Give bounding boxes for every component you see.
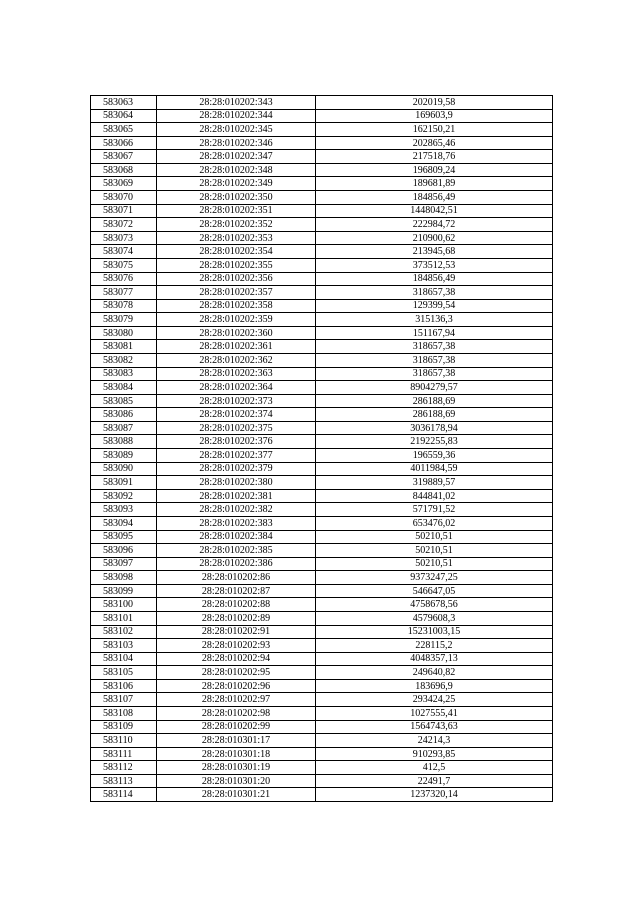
cadastral-number-cell: 28:28:010202:384 bbox=[157, 530, 316, 544]
cadastral-number-cell: 28:28:010202:88 bbox=[157, 598, 316, 612]
cadastral-value-cell: 4758678,56 bbox=[316, 598, 553, 612]
cadastral-value-cell: 3036178,94 bbox=[316, 421, 553, 435]
table-row bbox=[91, 530, 553, 544]
cadastral-number-cell: 28:28:010202:345 bbox=[157, 123, 316, 137]
cadastral-number-cell: 28:28:010202:362 bbox=[157, 353, 316, 367]
table-row bbox=[91, 313, 553, 327]
cadastral-value-cell: 412,5 bbox=[316, 761, 553, 775]
cadastral-value-cell: 4011984,59 bbox=[316, 462, 553, 476]
row-number-cell: 583080 bbox=[91, 326, 157, 340]
cadastral-number-cell: 28:28:010202:381 bbox=[157, 489, 316, 503]
row-number-cell: 583074 bbox=[91, 245, 157, 259]
table-row bbox=[91, 136, 553, 150]
table-row bbox=[91, 449, 553, 463]
cadastral-value-cell: 217518,76 bbox=[316, 150, 553, 164]
table-row bbox=[91, 367, 553, 381]
table-row bbox=[91, 435, 553, 449]
table-row bbox=[91, 625, 553, 639]
table-row bbox=[91, 326, 553, 340]
cadastral-value-cell: 228115,2 bbox=[316, 639, 553, 653]
row-number-cell: 583065 bbox=[91, 123, 157, 137]
cadastral-number-cell: 28:28:010202:380 bbox=[157, 476, 316, 490]
row-number-cell: 583079 bbox=[91, 313, 157, 327]
cadastral-number-cell: 28:28:010202:350 bbox=[157, 191, 316, 205]
cadastral-number-cell: 28:28:010202:361 bbox=[157, 340, 316, 354]
cadastral-number-cell: 28:28:010202:374 bbox=[157, 408, 316, 422]
cadastral-value-cell: 189681,89 bbox=[316, 177, 553, 191]
cadastral-value-cell: 129399,54 bbox=[316, 299, 553, 313]
row-number-cell: 583101 bbox=[91, 611, 157, 625]
cadastral-number-cell: 28:28:010202:89 bbox=[157, 611, 316, 625]
row-number-cell: 583096 bbox=[91, 544, 157, 558]
table-row bbox=[91, 150, 553, 164]
cadastral-value-cell: 4579608,3 bbox=[316, 611, 553, 625]
cadastral-value-cell: 318657,38 bbox=[316, 286, 553, 300]
table-row bbox=[91, 218, 553, 232]
cadastral-value-cell: 1237320,14 bbox=[316, 788, 553, 802]
table-row bbox=[91, 557, 553, 571]
table-row bbox=[91, 639, 553, 653]
cadastral-number-cell: 28:28:010202:363 bbox=[157, 367, 316, 381]
cadastral-number-cell: 28:28:010202:385 bbox=[157, 544, 316, 558]
cadastral-number-cell: 28:28:010202:353 bbox=[157, 231, 316, 245]
table-row bbox=[91, 598, 553, 612]
cadastral-number-cell: 28:28:010202:347 bbox=[157, 150, 316, 164]
cadastral-number-cell: 28:28:010202:348 bbox=[157, 163, 316, 177]
cadastral-value-cell: 213945,68 bbox=[316, 245, 553, 259]
cadastral-number-cell: 28:28:010202:376 bbox=[157, 435, 316, 449]
cadastral-number-cell: 28:28:010202:99 bbox=[157, 720, 316, 734]
row-number-cell: 583077 bbox=[91, 286, 157, 300]
table-row bbox=[91, 299, 553, 313]
table-row bbox=[91, 503, 553, 517]
row-number-cell: 583089 bbox=[91, 449, 157, 463]
row-number-cell: 583084 bbox=[91, 381, 157, 395]
row-number-cell: 583072 bbox=[91, 218, 157, 232]
cadastral-value-cell: 196809,24 bbox=[316, 163, 553, 177]
row-number-cell: 583078 bbox=[91, 299, 157, 313]
table-row bbox=[91, 693, 553, 707]
cadastral-number-cell: 28:28:010202:86 bbox=[157, 571, 316, 585]
row-number-cell: 583094 bbox=[91, 516, 157, 530]
cadastral-value-cell: 196559,36 bbox=[316, 449, 553, 463]
table-row bbox=[91, 258, 553, 272]
table-row bbox=[91, 96, 553, 110]
cadastral-value-cell: 22491,7 bbox=[316, 774, 553, 788]
row-number-cell: 583111 bbox=[91, 747, 157, 761]
cadastral-value-cell: 1027555,41 bbox=[316, 707, 553, 721]
cadastral-value-cell: 318657,38 bbox=[316, 367, 553, 381]
cadastral-value-cell: 4048357,13 bbox=[316, 652, 553, 666]
cadastral-value-cell: 184856,49 bbox=[316, 272, 553, 286]
cadastral-number-cell: 28:28:010202:346 bbox=[157, 136, 316, 150]
cadastral-value-cell: 249640,82 bbox=[316, 666, 553, 680]
table-row bbox=[91, 707, 553, 721]
cadastral-number-cell: 28:28:010202:360 bbox=[157, 326, 316, 340]
row-number-cell: 583110 bbox=[91, 734, 157, 748]
table-row bbox=[91, 381, 553, 395]
cadastral-number-cell: 28:28:010202:357 bbox=[157, 286, 316, 300]
row-number-cell: 583098 bbox=[91, 571, 157, 585]
cadastral-value-cell: 202865,46 bbox=[316, 136, 553, 150]
table-row bbox=[91, 353, 553, 367]
cadastral-number-cell: 28:28:010202:97 bbox=[157, 693, 316, 707]
cadastral-number-cell: 28:28:010202:349 bbox=[157, 177, 316, 191]
cadastral-value-cell: 151167,94 bbox=[316, 326, 553, 340]
row-number-cell: 583081 bbox=[91, 340, 157, 354]
cadastral-value-cell: 162150,21 bbox=[316, 123, 553, 137]
table-row bbox=[91, 489, 553, 503]
table-row bbox=[91, 394, 553, 408]
cadastral-value-cell: 315136,3 bbox=[316, 313, 553, 327]
cadastral-value-cell: 50210,51 bbox=[316, 557, 553, 571]
table-row bbox=[91, 679, 553, 693]
cadastral-number-cell: 28:28:010301:20 bbox=[157, 774, 316, 788]
cadastral-number-cell: 28:28:010202:343 bbox=[157, 96, 316, 110]
table-row bbox=[91, 340, 553, 354]
table-row bbox=[91, 516, 553, 530]
row-number-cell: 583085 bbox=[91, 394, 157, 408]
table-row bbox=[91, 462, 553, 476]
table-row bbox=[91, 204, 553, 218]
row-number-cell: 583069 bbox=[91, 177, 157, 191]
row-number-cell: 583113 bbox=[91, 774, 157, 788]
row-number-cell: 583076 bbox=[91, 272, 157, 286]
cadastral-value-cell: 844841,02 bbox=[316, 489, 553, 503]
table-row bbox=[91, 408, 553, 422]
row-number-cell: 583082 bbox=[91, 353, 157, 367]
cadastral-number-cell: 28:28:010301:17 bbox=[157, 734, 316, 748]
row-number-cell: 583114 bbox=[91, 788, 157, 802]
table-row bbox=[91, 109, 553, 123]
table-row bbox=[91, 163, 553, 177]
cadastral-value-cell: 222984,72 bbox=[316, 218, 553, 232]
cadastral-value-cell: 183696,9 bbox=[316, 679, 553, 693]
row-number-cell: 583064 bbox=[91, 109, 157, 123]
cadastral-value-cell: 1564743,63 bbox=[316, 720, 553, 734]
row-number-cell: 583067 bbox=[91, 150, 157, 164]
table-body bbox=[91, 96, 553, 802]
cadastral-value-cell: 293424,25 bbox=[316, 693, 553, 707]
row-number-cell: 583092 bbox=[91, 489, 157, 503]
row-number-cell: 583105 bbox=[91, 666, 157, 680]
row-number-cell: 583086 bbox=[91, 408, 157, 422]
table-row bbox=[91, 177, 553, 191]
cadastral-number-cell: 28:28:010202:93 bbox=[157, 639, 316, 653]
table-row bbox=[91, 774, 553, 788]
cadastral-value-table bbox=[90, 95, 553, 802]
cadastral-number-cell: 28:28:010202:356 bbox=[157, 272, 316, 286]
row-number-cell: 583090 bbox=[91, 462, 157, 476]
cadastral-value-cell: 50210,51 bbox=[316, 544, 553, 558]
table-row bbox=[91, 123, 553, 137]
cadastral-value-cell: 571791,52 bbox=[316, 503, 553, 517]
table-row bbox=[91, 788, 553, 802]
cadastral-number-cell: 28:28:010301:19 bbox=[157, 761, 316, 775]
row-number-cell: 583112 bbox=[91, 761, 157, 775]
table-row bbox=[91, 720, 553, 734]
table-row bbox=[91, 611, 553, 625]
table-row bbox=[91, 191, 553, 205]
row-number-cell: 583083 bbox=[91, 367, 157, 381]
cadastral-value-cell: 8904279,57 bbox=[316, 381, 553, 395]
table-row bbox=[91, 652, 553, 666]
row-number-cell: 583073 bbox=[91, 231, 157, 245]
row-number-cell: 583095 bbox=[91, 530, 157, 544]
row-number-cell: 583103 bbox=[91, 639, 157, 653]
row-number-cell: 583068 bbox=[91, 163, 157, 177]
cadastral-number-cell: 28:28:010301:18 bbox=[157, 747, 316, 761]
cadastral-value-cell: 653476,02 bbox=[316, 516, 553, 530]
table-row bbox=[91, 761, 553, 775]
cadastral-value-cell: 286188,69 bbox=[316, 394, 553, 408]
cadastral-value-cell: 9373247,25 bbox=[316, 571, 553, 585]
cadastral-value-cell: 2192255,83 bbox=[316, 435, 553, 449]
row-number-cell: 583070 bbox=[91, 191, 157, 205]
table-row bbox=[91, 231, 553, 245]
cadastral-number-cell: 28:28:010202:96 bbox=[157, 679, 316, 693]
row-number-cell: 583100 bbox=[91, 598, 157, 612]
row-number-cell: 583063 bbox=[91, 96, 157, 110]
cadastral-value-cell: 210900,62 bbox=[316, 231, 553, 245]
table-row bbox=[91, 666, 553, 680]
cadastral-value-cell: 202019,58 bbox=[316, 96, 553, 110]
cadastral-value-cell: 318657,38 bbox=[316, 340, 553, 354]
cadastral-number-cell: 28:28:010202:386 bbox=[157, 557, 316, 571]
cadastral-value-cell: 169603,9 bbox=[316, 109, 553, 123]
cadastral-number-cell: 28:28:010202:354 bbox=[157, 245, 316, 259]
cadastral-value-cell: 286188,69 bbox=[316, 408, 553, 422]
cadastral-value-cell: 546647,05 bbox=[316, 584, 553, 598]
cadastral-number-cell: 28:28:010202:94 bbox=[157, 652, 316, 666]
cadastral-number-cell: 28:28:010202:382 bbox=[157, 503, 316, 517]
table-row bbox=[91, 272, 553, 286]
row-number-cell: 583093 bbox=[91, 503, 157, 517]
row-number-cell: 583107 bbox=[91, 693, 157, 707]
table-row bbox=[91, 286, 553, 300]
cadastral-value-cell: 1448042,51 bbox=[316, 204, 553, 218]
cadastral-number-cell: 28:28:010202:373 bbox=[157, 394, 316, 408]
cadastral-value-cell: 15231003,15 bbox=[316, 625, 553, 639]
row-number-cell: 583091 bbox=[91, 476, 157, 490]
cadastral-number-cell: 28:28:010202:355 bbox=[157, 258, 316, 272]
cadastral-value-cell: 319889,57 bbox=[316, 476, 553, 490]
cadastral-number-cell: 28:28:010202:344 bbox=[157, 109, 316, 123]
row-number-cell: 583097 bbox=[91, 557, 157, 571]
cadastral-number-cell: 28:28:010202:351 bbox=[157, 204, 316, 218]
cadastral-number-cell: 28:28:010202:87 bbox=[157, 584, 316, 598]
cadastral-number-cell: 28:28:010202:375 bbox=[157, 421, 316, 435]
cadastral-value-cell: 50210,51 bbox=[316, 530, 553, 544]
table-row bbox=[91, 421, 553, 435]
cadastral-value-cell: 910293,85 bbox=[316, 747, 553, 761]
cadastral-number-cell: 28:28:010202:383 bbox=[157, 516, 316, 530]
row-number-cell: 583102 bbox=[91, 625, 157, 639]
cadastral-number-cell: 28:28:010202:359 bbox=[157, 313, 316, 327]
cadastral-number-cell: 28:28:010202:95 bbox=[157, 666, 316, 680]
cadastral-number-cell: 28:28:010202:379 bbox=[157, 462, 316, 476]
table-row bbox=[91, 747, 553, 761]
cadastral-value-cell: 373512,53 bbox=[316, 258, 553, 272]
table-row bbox=[91, 734, 553, 748]
cadastral-number-cell: 28:28:010202:358 bbox=[157, 299, 316, 313]
table-row bbox=[91, 544, 553, 558]
row-number-cell: 583109 bbox=[91, 720, 157, 734]
table-row bbox=[91, 476, 553, 490]
row-number-cell: 583088 bbox=[91, 435, 157, 449]
row-number-cell: 583066 bbox=[91, 136, 157, 150]
row-number-cell: 583071 bbox=[91, 204, 157, 218]
cadastral-number-cell: 28:28:010202:98 bbox=[157, 707, 316, 721]
cadastral-number-cell: 28:28:010202:377 bbox=[157, 449, 316, 463]
cadastral-value-cell: 24214,3 bbox=[316, 734, 553, 748]
cadastral-value-cell: 318657,38 bbox=[316, 353, 553, 367]
table-row bbox=[91, 571, 553, 585]
cadastral-number-cell: 28:28:010301:21 bbox=[157, 788, 316, 802]
cadastral-value-cell: 184856,49 bbox=[316, 191, 553, 205]
row-number-cell: 583087 bbox=[91, 421, 157, 435]
cadastral-number-cell: 28:28:010202:352 bbox=[157, 218, 316, 232]
row-number-cell: 583099 bbox=[91, 584, 157, 598]
cadastral-number-cell: 28:28:010202:364 bbox=[157, 381, 316, 395]
table-row bbox=[91, 245, 553, 259]
table-row bbox=[91, 584, 553, 598]
row-number-cell: 583108 bbox=[91, 707, 157, 721]
cadastral-number-cell: 28:28:010202:91 bbox=[157, 625, 316, 639]
row-number-cell: 583106 bbox=[91, 679, 157, 693]
row-number-cell: 583104 bbox=[91, 652, 157, 666]
row-number-cell: 583075 bbox=[91, 258, 157, 272]
